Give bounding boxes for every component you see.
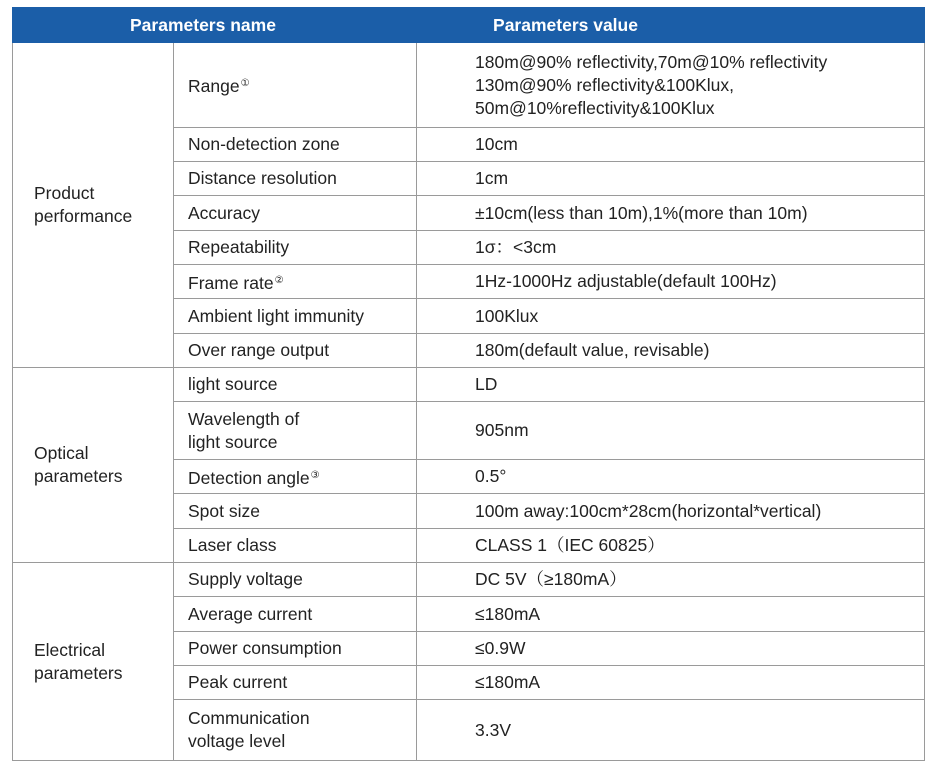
header-row [13, 8, 925, 43]
param-value: LD [417, 368, 925, 402]
header-name-column [13, 8, 417, 43]
param-name: Ambient light immunity [174, 299, 417, 334]
param-value: 1Hz-1000Hz adjustable(default 100Hz) [417, 265, 925, 299]
param-value: CLASS 1（IEC 60825） [417, 529, 925, 563]
header-name-label: Parameters name [130, 14, 276, 35]
param-name: Distance resolution [174, 162, 417, 196]
param-value: ≤0.9W [417, 632, 925, 666]
param-value: 905nm [417, 402, 925, 460]
group-label: Electrical parameters [13, 563, 174, 761]
table-row [13, 368, 925, 402]
param-value: 1σ：<3cm [417, 231, 925, 265]
header-value-column [417, 8, 925, 43]
param-name: Detection angle③ [174, 460, 417, 494]
group-label: Optical parameters [13, 368, 174, 563]
param-value: ±10cm(less than 10m),1%(more than 10m) [417, 196, 925, 231]
param-name: Average current [174, 597, 417, 632]
param-value: 100m away:100cm*28cm(horizontal*vertical) [417, 494, 925, 529]
param-value: 180m(default value, revisable) [417, 334, 925, 368]
parameters-table [12, 7, 925, 761]
table-row [13, 563, 925, 597]
param-name: Over range output [174, 334, 417, 368]
table-row [13, 43, 925, 128]
param-value: ≤180mA [417, 597, 925, 632]
param-value: 180m@90% reflectivity,70m@10% reflectivity 130m@90% reflectivity&100Klux, 50m@10%reflectivity&100Klux [417, 43, 925, 128]
param-name: Peak current [174, 666, 417, 700]
footnote-marker: ① [240, 78, 250, 89]
param-name: Non-detection zone [174, 128, 417, 162]
footnote-marker: ② [274, 274, 284, 286]
param-name: Supply voltage [174, 563, 417, 597]
param-name: Repeatability [174, 231, 417, 265]
param-name: Frame rate② [174, 265, 417, 299]
group-label: Product performance [13, 43, 174, 368]
param-value: 3.3V [417, 700, 925, 761]
param-value: 1cm [417, 162, 925, 196]
param-name: Power consumption [174, 632, 417, 666]
param-value: ≤180mA [417, 666, 925, 700]
param-name: Range① [174, 43, 417, 128]
param-value: 100Klux [417, 299, 925, 334]
param-name: Wavelength of light source [174, 402, 417, 460]
footnote-marker: ③ [310, 469, 320, 481]
param-name: light source [174, 368, 417, 402]
param-name: Accuracy [174, 196, 417, 231]
param-value: DC 5V（≥180mA） [417, 563, 925, 597]
header-value-label: Parameters value [493, 14, 638, 35]
param-name: Spot size [174, 494, 417, 529]
param-value: 0.5° [417, 460, 925, 494]
param-name: Laser class [174, 529, 417, 563]
param-value: 10cm [417, 128, 925, 162]
param-name: Communication voltage level [174, 700, 417, 761]
